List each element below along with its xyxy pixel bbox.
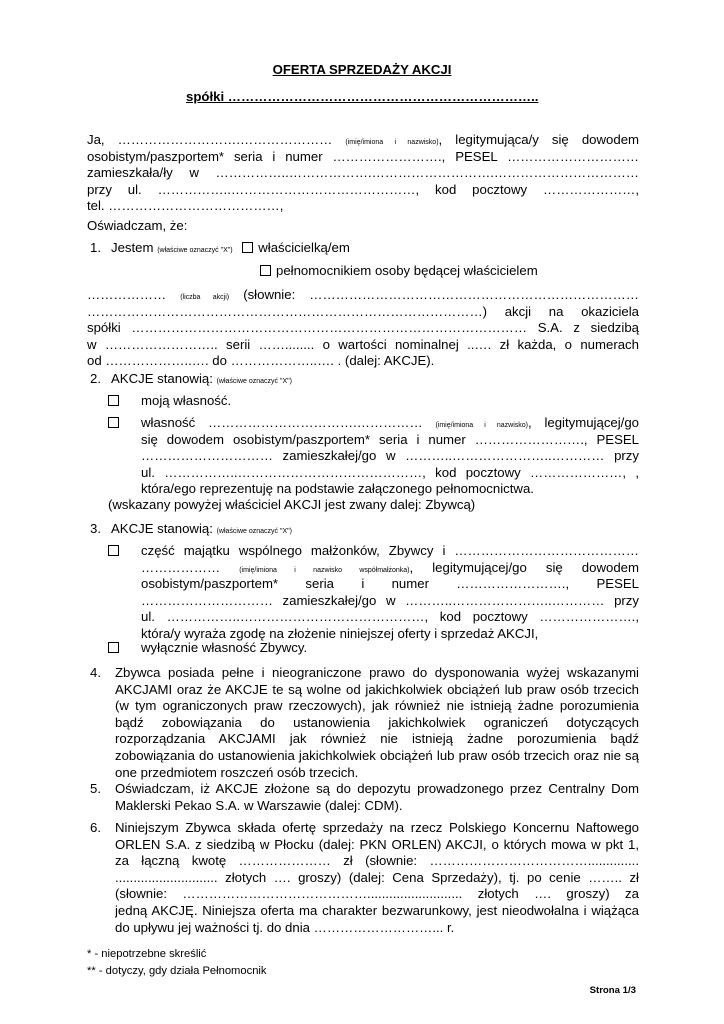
point-4-line: (w tym ograniczonych praw rzeczowych), jak również nie istnieją żadne porozumienia	[115, 698, 639, 714]
proxy-option-label: pełnomocnikiem osoby będącej właścicielem	[276, 263, 538, 278]
shares-line-2: ………………………………………………………………………………) akcji na okaziciela	[87, 303, 639, 319]
point-3-label: AKCJE stanowią:	[111, 521, 213, 536]
declaration-text: Oświadczam, że:	[87, 218, 188, 233]
other-owner-line-4: ul. ……………..……………………………………, kod pocztowy …………………, ,	[141, 464, 639, 480]
point-3-hint: (właściwe oznaczyć "X")	[216, 528, 292, 535]
other-owner-line-2: się dowodem osobistym/paszportem* seria i numer ……………………., PESEL	[141, 431, 639, 447]
joint-line-3: osobistym/paszportem* seria i numer ……………………., PESEL	[141, 576, 639, 592]
joint-property-checkbox[interactable]	[108, 545, 119, 556]
shares-description	[87, 287, 639, 370]
point-6-line: do upływu jej ważności tj. do dnia ………………………... r.	[115, 919, 455, 935]
point-1-number: 1.	[90, 240, 101, 255]
identity-line-2: osobistym/paszportem* seria i numer ……………………., PESEL …………………………	[87, 148, 639, 164]
identity-section	[87, 132, 639, 215]
shares-line-4: w …………………….. serii ……........ o wartości nominalnej ..…. zł każda, o numerach	[87, 336, 639, 352]
other-owner-checkbox[interactable]	[108, 417, 119, 428]
other-owner-line-5: która/ego reprezentuję na podstawie załączonego pełnomocnictwa.	[141, 481, 534, 497]
other-owner-line-3: ………………………… zamieszkałej/go w ………..…………………..………… przy	[141, 448, 639, 464]
point-6-line: ORLEN S.A. z siedzibą w Płocku (dalej: PKN ORLEN) AKCJI, o których mowa w pkt 1,	[115, 836, 639, 852]
page-number: Strona 1/3	[589, 985, 636, 996]
point-4-line: Zbywca posiada pełne i nieograniczone prawo do dysponowania wyżej wskazanymi	[115, 665, 639, 680]
exclusive-property-label: wyłącznie własność Zbywcy.	[141, 640, 308, 655]
document-title: OFERTA SPRZEDAŻY AKCJI	[272, 62, 452, 77]
company-line: spółki ……………………………………………………………..	[186, 89, 539, 104]
identity-line-3: zamieszkała/ły w ……………..……………….……………………….……………………………	[87, 165, 639, 181]
proxy-checkbox[interactable]	[260, 265, 271, 276]
point-4-line: zobowiązania do ustanowienia jakichkolwiek obciążeń lub praw osób trzecich oraz nie są	[115, 747, 639, 763]
identity-line-1: Ja, ……………………….………………… (imię/imiona i nazwisko), legitymująca/y się dowodem	[87, 132, 639, 147]
joint-line-5: ul. ……………..……………………………………, kod pocztowy ………………….,	[141, 609, 639, 625]
identity-line-4: przy ul. ……………..……………………………………, kod pocztowy …………………,	[87, 181, 639, 197]
footnote-1: * - niepotrzebne skreślić	[87, 948, 207, 960]
joint-line-4: ………………………… zamieszkałej/go w ………..…………………..………… przy	[141, 592, 639, 608]
shares-line-3: spółki ……………………………………………………………………………… S.A. z siedzibą	[87, 320, 639, 336]
point-1-label: Jestem	[111, 240, 154, 255]
point-2-note: (wskazany powyżej właściciel AKCJI jest zwany dalej: Zbywcą)	[108, 497, 476, 512]
point-2-number: 2.	[90, 371, 101, 386]
point-6-line: za łączną kwotę ………………… zł (słownie: ………………………………..............	[115, 853, 639, 869]
footnote-2: ** - dotyczy, gdy działa Pełnomocnik	[87, 965, 267, 977]
exclusive-property-checkbox[interactable]	[108, 642, 119, 653]
point-1-hint: (właściwe oznaczyć "X")	[157, 247, 233, 254]
point-2-label: AKCJE stanowią:	[111, 371, 213, 386]
other-owner-line-1: własność …………………………….…………… (imię/imiona i nazwisko), legitymującej/go	[141, 415, 639, 430]
point-5-line: Maklerski Pekao S.A. w Warszawie (dalej: CDM).	[115, 797, 403, 813]
point-6-line: ............................ złotych …. groszy) (dalej: Cena Sprzedaży), tj. po cenie …….. zł	[115, 869, 639, 885]
shares-line-1: ……………… (liczba akcji) (słownie: …………………………………………………………………	[87, 287, 639, 302]
point-6-line: (słownie: …………………………………….......................... złotych …. groszy) za	[115, 886, 639, 902]
point-4-line: rozporządzania AKCJAMI jak również nie istnieją żadne porozumienia bądź	[115, 731, 639, 747]
joint-line-1: część majątku wspólnego małżonków, Zbywcy i ……………………………………	[141, 543, 639, 558]
point-4-line: bądź zobowiązania do ustanowienia jakichkolwiek ograniczeń dotyczących	[115, 714, 639, 730]
point-2-hint: (właściwe oznaczyć "X")	[216, 378, 292, 385]
point-5-number: 5.	[90, 781, 101, 796]
point-4-number: 4.	[90, 665, 101, 680]
point-6-line: jedną AKCJĘ. Niniejsza oferta ma charakter bezwarunkowy, jest nieodwołalna i wiążąca	[115, 902, 639, 918]
point-3-number: 3.	[90, 521, 101, 536]
point-4-line: one przedmiotem roszczeń osób trzecich.	[115, 764, 359, 780]
own-property-label: moją własność.	[141, 393, 232, 408]
joint-line-6: która/y wyraża zgodę na złożenie niniejszej oferty i sprzedaż AKCJI,	[141, 625, 539, 641]
point-6-number: 6.	[90, 820, 101, 835]
point-5-line: Oświadczam, iż AKCJE złożone są do depozytu prowadzonego przez Centralny Dom	[115, 781, 639, 796]
point-4-line: AKCJAMI oraz że AKCJE te są wolne od jakichkolwiek obciążeń lub praw osób trzecich	[115, 681, 639, 697]
own-property-checkbox[interactable]	[108, 395, 119, 406]
owner-option-label: właścicielką/em	[258, 240, 350, 255]
point-6-line: Niniejszym Zbywca składa ofertę sprzedaży na rzecz Polskiego Koncernu Naftowego	[115, 820, 639, 835]
joint-line-2: ……………… (imię/imiona i nazwisko współmałżonka), legitymującej/go się dowodem	[141, 559, 639, 575]
identity-line-5: tel. …………………………………,	[87, 198, 284, 214]
shares-line-5: od ………………..…. do ………………..…. . (dalej: AKCJE).	[87, 353, 435, 369]
owner-checkbox[interactable]	[242, 242, 253, 253]
